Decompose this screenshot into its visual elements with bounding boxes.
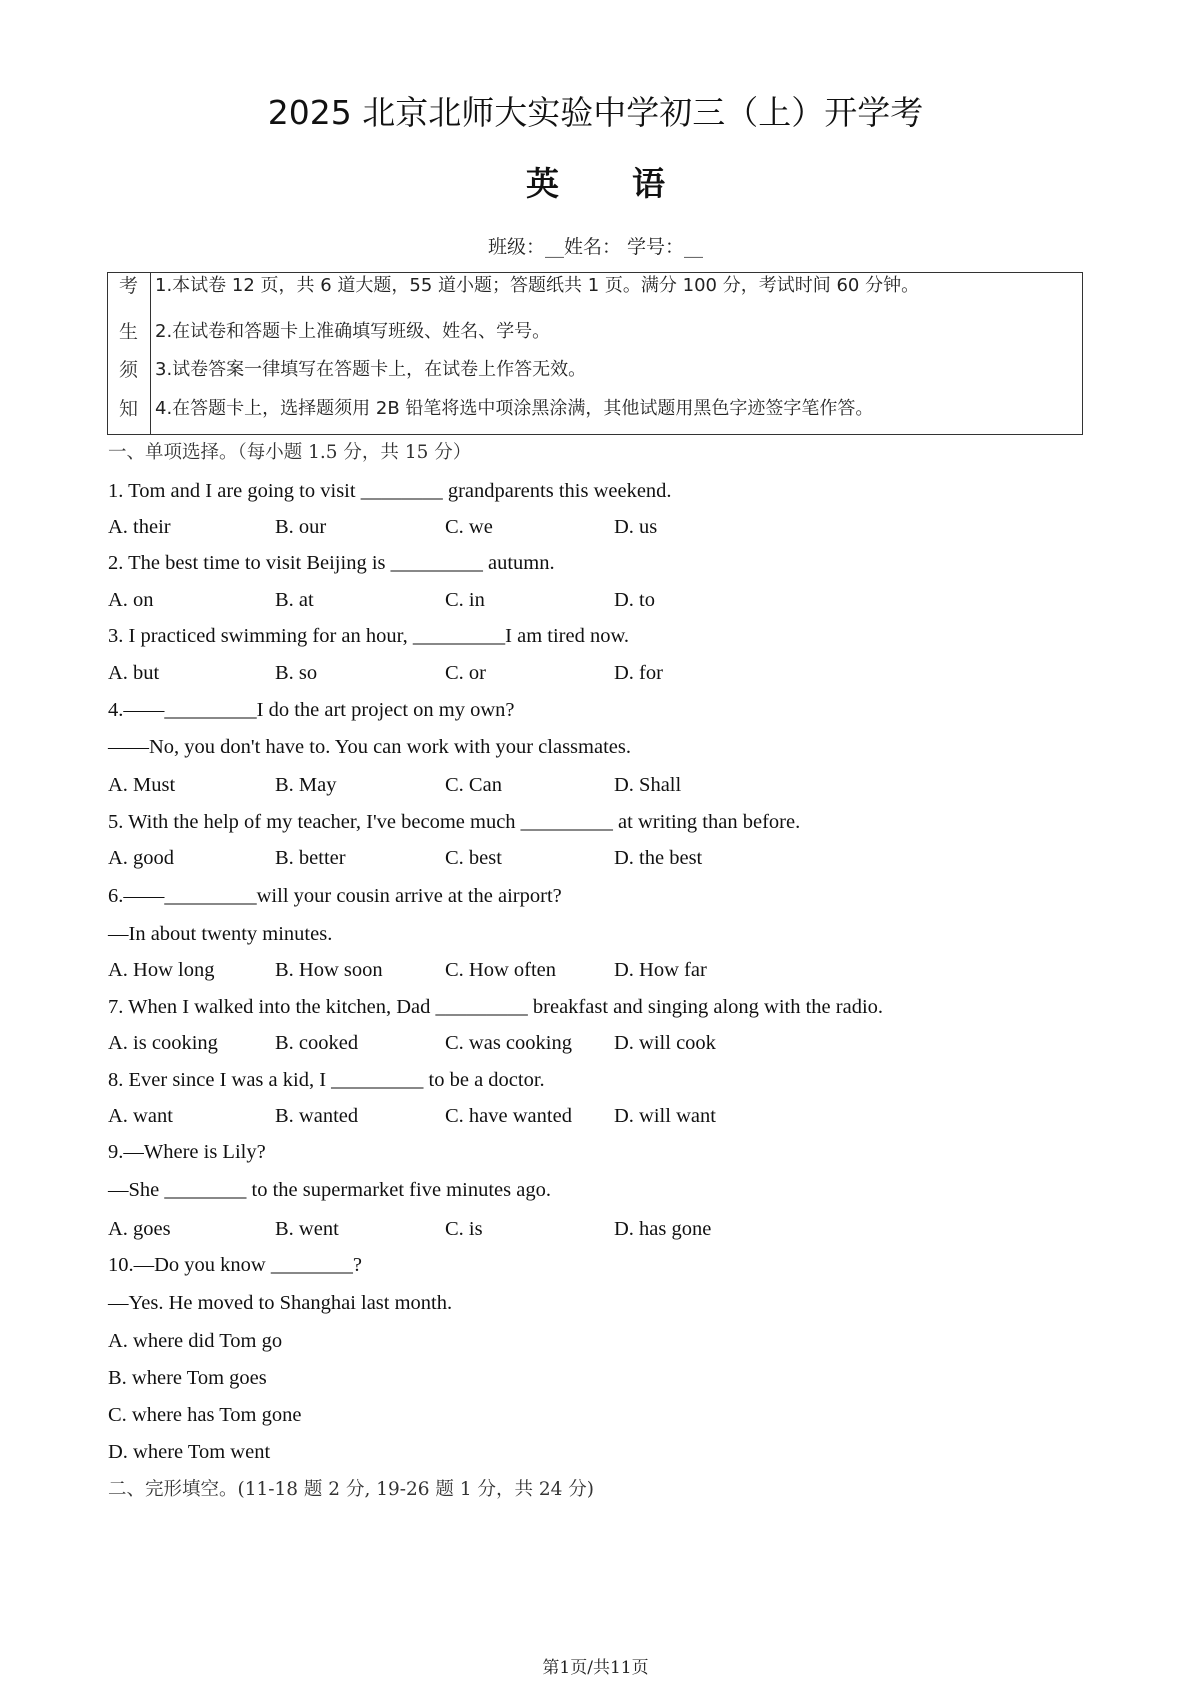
question-1-option-a: A. their bbox=[108, 516, 171, 538]
question-3-option-c: C. or bbox=[445, 662, 486, 684]
question-10-option-b: B. where Tom goes bbox=[108, 1367, 267, 1389]
question-3-option-b: B. so bbox=[275, 662, 318, 684]
question-10-stem: 10.—Do you know ________? bbox=[108, 1254, 362, 1276]
question-1-option-b: B. our bbox=[275, 516, 327, 538]
question-6-stem: 6.——_________will your cousin arrive at the airport? bbox=[108, 885, 562, 907]
question-1-stem: 1. Tom and I are going to visit ________ grandparents this weekend. bbox=[108, 480, 672, 502]
question-6-option-c: C. How often bbox=[445, 959, 557, 981]
question-7-stem: 7. When I walked into the kitchen, Dad _________ breakfast and singing along with the radio. bbox=[108, 996, 884, 1018]
notice-side-char: 须 bbox=[118, 359, 138, 381]
question-10-option-d: D. where Tom went bbox=[108, 1441, 271, 1463]
question-9-option-d: D. has gone bbox=[614, 1218, 712, 1240]
question-9-option-a: A. goes bbox=[108, 1218, 171, 1240]
question-5-option-c: C. best bbox=[445, 847, 502, 869]
question-9-reply: —She ________ to the supermarket five minutes ago. bbox=[108, 1179, 551, 1201]
question-7-option-b: B. cooked bbox=[275, 1032, 359, 1054]
question-3-option-d: D. for bbox=[614, 662, 663, 684]
question-10-reply: —Yes. He moved to Shanghai last month. bbox=[108, 1292, 453, 1314]
question-1-option-d: D. us bbox=[614, 516, 658, 538]
exam-title: 2025 北京北师大实验中学初三（上）开学考 bbox=[267, 93, 924, 132]
question-2-option-c: C. in bbox=[445, 589, 485, 611]
notice-line: 2.在试卷和答题卡上准确填写班级、姓名、学号。 bbox=[155, 321, 551, 342]
notice-line: 1.本试卷 12 页，共 6 道大题，55 道小题；答题纸共 1 页。满分 100 分，考试时间 60 分钟。 bbox=[155, 275, 920, 296]
question-5-option-a: A. good bbox=[108, 847, 175, 869]
notice-side-char: 生 bbox=[118, 321, 138, 343]
question-4-option-b: B. May bbox=[275, 774, 337, 796]
question-5-stem: 5. With the help of my teacher, I've become much _________ at writing than before. bbox=[108, 811, 801, 833]
notice-side-char: 知 bbox=[118, 398, 138, 420]
question-2-option-b: B. at bbox=[275, 589, 314, 611]
question-9-option-b: B. went bbox=[275, 1218, 339, 1240]
notice-line: 3.试卷答案一律填写在答题卡上，在试卷上作答无效。 bbox=[155, 359, 587, 380]
question-4-option-a: A. Must bbox=[108, 774, 176, 796]
notice-side-column bbox=[108, 273, 151, 434]
question-6-reply: —In about twenty minutes. bbox=[108, 923, 333, 945]
question-6-option-a: A. How long bbox=[108, 959, 215, 981]
question-8-option-c: C. have wanted bbox=[445, 1105, 572, 1127]
subject-char-2: 语 bbox=[632, 164, 665, 203]
question-6-option-d: D. How far bbox=[614, 959, 707, 981]
student-info-fields: 班级：__姓名： 学号：__ bbox=[487, 236, 704, 258]
question-8-option-d: D. will want bbox=[614, 1105, 716, 1127]
question-8-option-a: A. want bbox=[108, 1105, 173, 1127]
section-1-heading: 一、单项选择。（每小题 1.5 分，共 15 分） bbox=[108, 442, 472, 463]
question-8-stem: 8. Ever since I was a kid, I _________ to be a doctor. bbox=[108, 1069, 545, 1091]
question-4-reply: ——No, you don't have to. You can work with your classmates. bbox=[108, 736, 631, 758]
question-9-option-c: C. is bbox=[445, 1218, 483, 1240]
question-6-option-b: B. How soon bbox=[275, 959, 383, 981]
notice-line: 4.在答题卡上，选择题须用 2B 铅笔将选中项涂黑涂满，其他试题用黑色字迹签字笔作答。 bbox=[155, 398, 874, 419]
question-1-option-c: C. we bbox=[445, 516, 493, 538]
question-10-option-c: C. where has Tom gone bbox=[108, 1404, 302, 1426]
question-4-stem: 4.——_________I do the art project on my own? bbox=[108, 699, 515, 721]
page-indicator: 第1页/共11页 bbox=[542, 1658, 649, 1678]
question-8-option-b: B. wanted bbox=[275, 1105, 359, 1127]
question-3-stem: 3. I practiced swimming for an hour, _________I am tired now. bbox=[108, 625, 630, 647]
question-7-option-a: A. is cooking bbox=[108, 1032, 218, 1054]
section-2-heading: 二、完形填空。(11-18 题 2 分, 19-26 题 1 分，共 24 分) bbox=[108, 1479, 594, 1500]
question-4-option-d: D. Shall bbox=[614, 774, 682, 796]
question-2-stem: 2. The best time to visit Beijing is _________ autumn. bbox=[108, 552, 555, 574]
notice-side-char: 考 bbox=[118, 275, 138, 297]
question-4-option-c: C. Can bbox=[445, 774, 502, 796]
question-2-option-a: A. on bbox=[108, 589, 154, 611]
question-5-option-b: B. better bbox=[275, 847, 346, 869]
question-7-option-d: D. will cook bbox=[614, 1032, 716, 1054]
question-10-option-a: A. where did Tom go bbox=[108, 1330, 283, 1352]
exam-notice-box bbox=[107, 272, 1083, 435]
question-3-option-a: A. but bbox=[108, 662, 160, 684]
question-7-option-c: C. was cooking bbox=[445, 1032, 572, 1054]
subject-char-1: 英 bbox=[526, 164, 559, 203]
question-9-stem: 9.—Where is Lily? bbox=[108, 1141, 266, 1163]
question-2-option-d: D. to bbox=[614, 589, 655, 611]
question-5-option-d: D. the best bbox=[614, 847, 703, 869]
